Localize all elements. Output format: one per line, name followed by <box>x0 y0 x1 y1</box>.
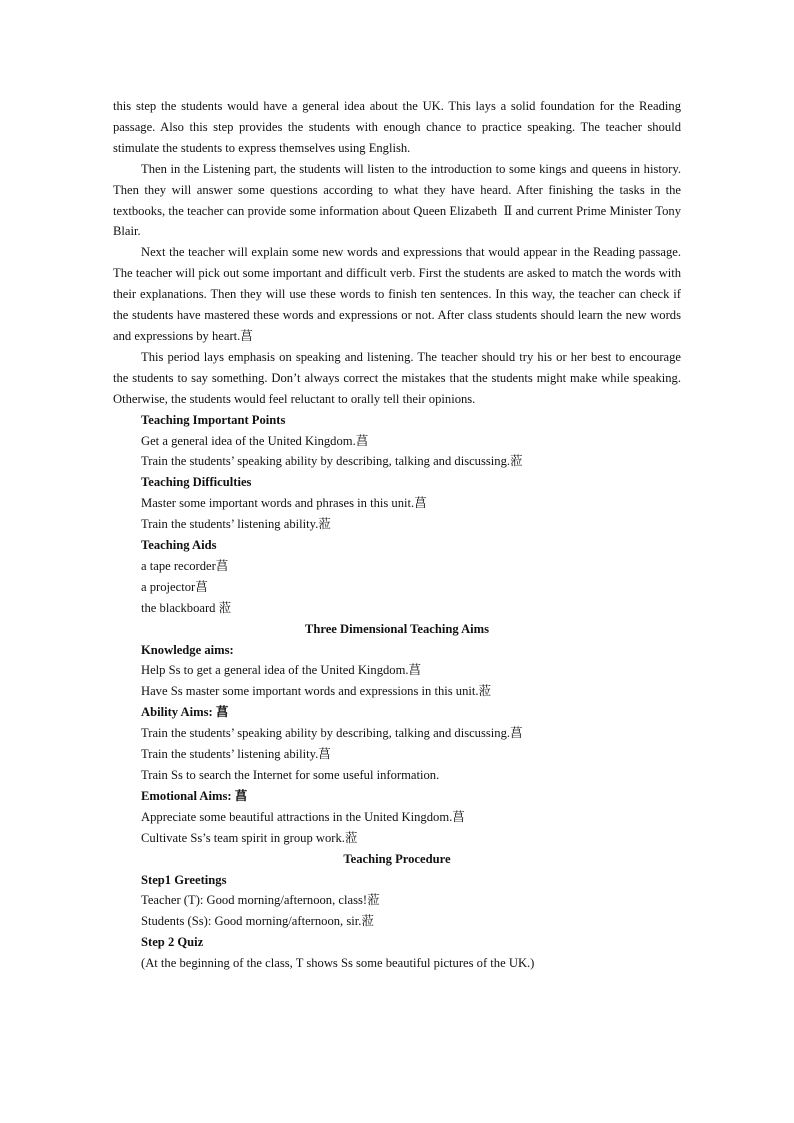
body-paragraph: Then in the Listening part, the students will listen to the introduction to some kings and queens in history. Then they will answer some questions according to what they have heard. After finishing the tasks in the textbooks, the teacher can provide some information about Queen Elizabeth Ⅱ and current Prime Minister Tony Blair. <box>113 161 681 239</box>
ability-aim-item: Train the students’ speaking ability by describing, talking and discussing.菖 <box>141 726 523 741</box>
knowledge-aim-item: Help Ss to get a general idea of the United Kingdom.菖 <box>141 663 422 678</box>
difficulties-heading: Teaching Difficulties <box>141 475 252 490</box>
procedure-title: Teaching Procedure <box>343 851 451 866</box>
emotional-aim-item: Appreciate some beautiful attractions in the United Kingdom.菖 <box>141 809 465 824</box>
body-paragraph: This period lays emphasis on speaking and listening. The teacher should try his or her best to encourage the students to say something. Don’t always correct the mistakes that the students might make while speaking. Otherwise, the students would feel reluctant to orally tell their opinions. <box>113 349 681 406</box>
aims-title: Three Dimensional Teaching Aims <box>304 621 490 636</box>
step2-line: (At the beginning of the class, T shows Ss some beautiful pictures of the UK.) <box>141 956 535 971</box>
ability-aims-heading: Ability Aims: 菖 <box>141 705 229 720</box>
emotional-aim-item: Cultivate Ss’s team spirit in group work.蒞 <box>141 830 358 845</box>
difficulty-item: Master some important words and phrases in this unit.菖 <box>141 496 427 511</box>
ability-aim-item: Train the students’ listening ability.菖 <box>141 747 331 762</box>
ability-aim-item: Train Ss to search the Internet for some useful information. <box>141 768 440 782</box>
step1-line: Students (Ss): Good morning/afternoon, sir.蒞 <box>141 914 374 929</box>
aid-item: a projector菖 <box>141 579 208 594</box>
step2-heading: Step 2 Quiz <box>141 935 204 950</box>
knowledge-aim-item: Have Ss master some important words and expressions in this unit.蒞 <box>141 684 492 699</box>
step1-heading: Step1 Greetings <box>141 872 227 887</box>
aids-heading: Teaching Aids <box>141 538 217 553</box>
important-points-heading: Teaching Important Points <box>141 412 286 427</box>
body-paragraph: Next the teacher will explain some new words and expressions that would appear in the Reading passage. The teacher will pick out some important and difficult verb. First the students are asked to match the words with their explanations. Then they will use these words to finish ten sentences. In this way, the teacher can check if the students have mastered these words and expressions or not. After class students should learn the new words and expressions by heart.菖 <box>113 245 681 343</box>
important-point-item: Get a general idea of the United Kingdom.菖 <box>141 433 369 448</box>
step1-line: Teacher (T): Good morning/afternoon, class!蒞 <box>141 893 380 908</box>
aid-item: the blackboard 蒞 <box>141 600 232 615</box>
difficulty-item: Train the students’ listening ability.蒞 <box>141 517 331 532</box>
aid-item: a tape recorder菖 <box>141 558 229 573</box>
important-point-item: Train the students’ speaking ability by describing, talking and discussing.蒞 <box>141 454 523 469</box>
emotional-aims-heading: Emotional Aims: 菖 <box>141 788 248 803</box>
document-body <box>113 96 681 974</box>
body-paragraph: this step the students would have a general idea about the UK. This lays a solid foundation for the Reading passage. Also this step provides the students with enough chance to practice speaking. The teacher should stimulate the students to express themselves using English. <box>113 99 681 155</box>
knowledge-aims-heading: Knowledge aims: <box>141 642 234 657</box>
